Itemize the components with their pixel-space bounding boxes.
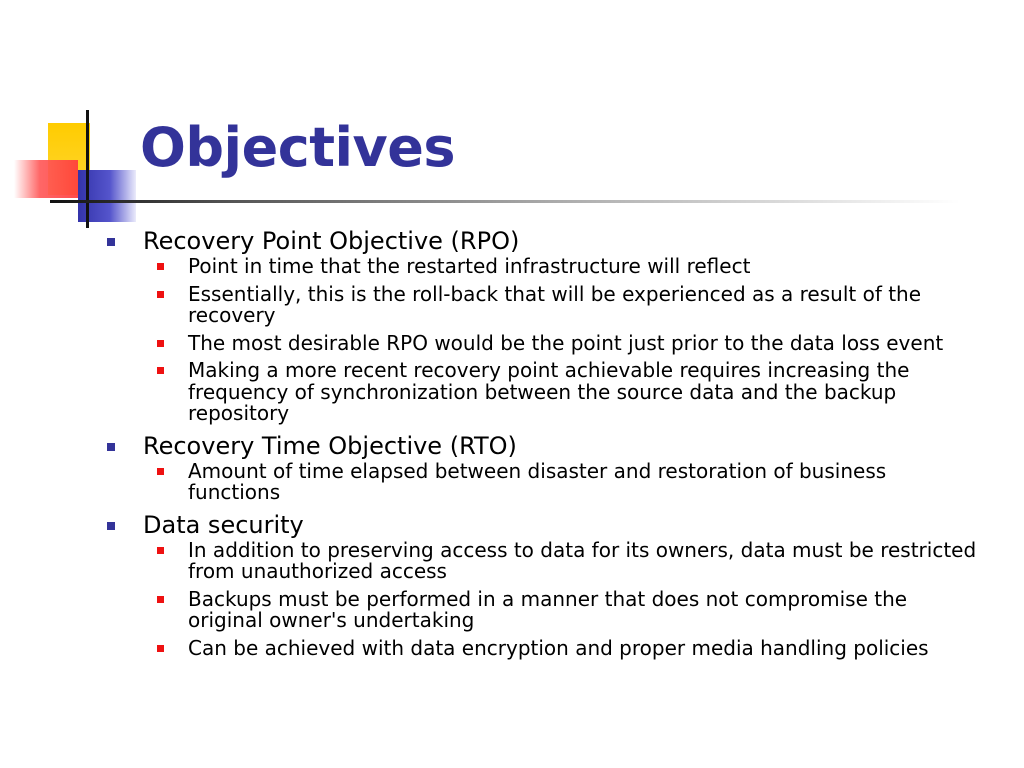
list-item-text: The most desirable RPO would be the point just prior to the data loss event	[188, 330, 944, 355]
bullet-list	[100, 226, 980, 659]
section-heading: Recovery Time Objective (RTO)	[143, 431, 517, 460]
list-item-text: Backups must be performed in a manner that does not compromise the original owner's undertaking	[188, 586, 908, 632]
sub-bullet-list	[145, 537, 980, 660]
square-bullet-icon	[107, 522, 115, 530]
decorative-vertical-line	[86, 110, 89, 228]
slide-content	[100, 226, 980, 665]
decorative-red-bar	[14, 160, 78, 198]
sub-bullet-list	[145, 256, 980, 425]
list-item	[145, 281, 980, 327]
square-bullet-icon	[157, 340, 164, 347]
list-item-text: Point in time that the restarted infrastructure will reflect	[188, 254, 751, 278]
slide-title: Objectives	[140, 116, 455, 179]
list-item-text: Amount of time elapsed between disaster and restoration of business functions	[188, 458, 887, 504]
list-item-text: In addition to preserving access to data for its owners, data must be restricted from unauthorized access	[188, 537, 977, 583]
square-bullet-icon	[157, 263, 164, 270]
list-item-text: Making a more recent recovery point achievable requires increasing the frequency of synchronization between the source data and the backup repository	[188, 358, 910, 425]
square-bullet-icon	[157, 468, 164, 475]
list-item	[145, 360, 980, 425]
square-bullet-icon	[157, 367, 164, 374]
list-item	[145, 537, 980, 583]
square-bullet-icon	[157, 645, 164, 652]
list-item	[145, 635, 980, 660]
section-rto	[100, 431, 980, 504]
list-item-text: Can be achieved with data encryption and proper media handling policies	[188, 635, 929, 660]
square-bullet-icon	[157, 547, 164, 554]
sub-bullet-list	[145, 458, 980, 504]
square-bullet-icon	[107, 238, 115, 246]
section-heading: Data security	[143, 510, 304, 539]
square-bullet-icon	[107, 443, 115, 451]
list-item	[145, 256, 980, 278]
list-item	[145, 458, 980, 504]
list-item	[145, 330, 980, 355]
section-rpo	[100, 226, 980, 425]
list-item-text: Essentially, this is the roll-back that will be experienced as a result of the recovery	[188, 281, 922, 327]
list-item	[145, 586, 980, 632]
section-heading: Recovery Point Objective (RPO)	[143, 227, 520, 255]
title-underline	[50, 200, 960, 203]
section-data-security	[100, 510, 980, 660]
square-bullet-icon	[157, 596, 164, 603]
square-bullet-icon	[157, 291, 164, 298]
